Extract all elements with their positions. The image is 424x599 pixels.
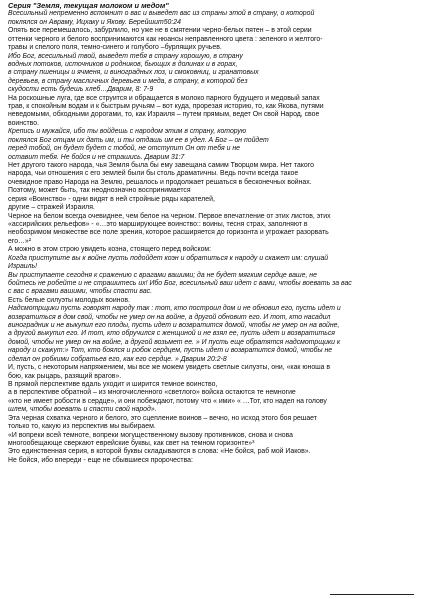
- text-line: Это единственная серия, в которой буквы складываются в слова: «Не бойся, раб мой Иаков».: [8, 448, 311, 456]
- text-line: воинство.: [8, 119, 40, 127]
- text-line: На роскошные луга, где все струится и обращается в молоко парного будущего и медовый запах: [8, 94, 320, 102]
- text-line: сделал он робкими собратьев его, как его сердце. » Дварим 20:2-8: [8, 355, 227, 363]
- text-line: серия «Воинство» - одни видят в ней стройные ряды карателей,: [8, 195, 215, 203]
- text-line: оттенки черного и белого воспринимаются как нюансы неправленного цвета : зеленого и желтого-: [8, 35, 323, 43]
- text-line: «ассирийских рельефов» - «…это марширующее воинство:: воины, тесня страх, заполняют в: [8, 220, 308, 228]
- text-line: травы и спелого поля, темно-синего и голубого –бурлящих ручьев.: [8, 44, 222, 52]
- text-line: в страну пшеницы и ячменя, и виноградных лоз, и смоковниц, и гранатовых: [8, 69, 259, 77]
- text-line: Не бойся, ибо впереди - еще не сбывшиеся пророчества:: [8, 456, 193, 464]
- text-line: Израиль!: [8, 263, 38, 271]
- text-line: Эта черная схватка черного и белого, это сцепление воинов – вечно, но исход этого боя решает: [8, 414, 317, 422]
- text-line: «И вопреки всей темноте, вопреки могущественному вызову противников, снова и снова: [8, 431, 294, 439]
- text-line: Когда приступите вы к войне пусть подойдет коэн и обратиться к народу и скажет им: слушай: [8, 254, 329, 262]
- text-line: А можно в этом строю увидеть коэна, стоящего перед войском:: [8, 246, 212, 254]
- text-line: бою, как рыцарь, разящий врагов».: [8, 372, 122, 380]
- text-line: возвратиться в дом свой, чтобы не умер он на войне, а другой обновит его. И тот, кто насадил: [8, 313, 331, 321]
- text-line: «кто не имеет робости в сердце», и они побеждают, потому что « ими» « …Тот, кто надел на голову: [8, 397, 327, 405]
- document-body: [8, 2, 416, 465]
- text-line: народа, чьи отношения с его землей были бы столь драматичны. Ведь почти всегда такое: [8, 170, 299, 178]
- text-line: только то, какую из перспектив мы выбираем.: [8, 423, 156, 431]
- text-line: а в перспективе обратной – из многочисленного «светлого» войска остаются те немногие: [8, 389, 296, 397]
- text-line: Черное на белом всегда очевиднее, чем белое на черном. Первое впечатление от этих листов, этих: [8, 212, 331, 220]
- series-title: Серия "Земля, текущая молоком и медом": [8, 1, 169, 10]
- text-line: Нет другого такого народа, чья Земля была бы ему завещана самим Творцом мира. Нет такого: [8, 162, 314, 170]
- text-line: В прямой перспективе вдаль уходит и ширится темное воинство,: [8, 380, 218, 388]
- text-line: народу и скажут:» Тот, кто боялся и робок сердцем, пусть идет и возвратится домой, чтобы не: [8, 347, 333, 355]
- text-line: Крепись и мужайся, ибо ты войдешь с народом этим в страну, которую: [8, 128, 247, 136]
- text-line: поклялся он Авраму, Ицхаку и Якову. Берейшит50:24: [8, 18, 181, 26]
- footnote-rule: [330, 594, 414, 595]
- text-line: Ибо Бог, всесильный твой, выведет тебя в страну хорошую, в страну: [8, 52, 243, 60]
- text-line: перед тобой, он будет будет с тобой, не отступит Он от тебя и не: [8, 145, 241, 153]
- text-line: оставит тебя. Не бойся и не страшись. Дварим 31:7: [8, 153, 185, 161]
- text-line: трав, к спокойным водам и к быстрым ручьям – вот куда, прорезая историю, то, как Якова, путями: [8, 103, 324, 111]
- text-line: И, пусть, с некоторым напряжением, мы все же можем увидеть светлые силуэты, они, «как юноша в: [8, 364, 331, 372]
- text-line: Есть белые силуэты молодых воинов.: [8, 296, 130, 304]
- text-line: домой, чтобы не умер он на войне, а другой возьмет ее. » И пусть еще обратятся надсмотрщики к: [8, 338, 341, 346]
- text-line: шлем, чтобы воевать и спасти свой народ».: [8, 406, 157, 414]
- text-line: необозримом множестве все поле зрения, которое расширяется до горизонта и угрожает разорвать: [8, 229, 329, 237]
- text-line: водных потоков, источников и родников, бьющих в долинах и в горах,: [8, 60, 238, 68]
- text-line: а другой выкупил его. И тот, кто обручился с женщиной и не взял ее, пусть идет и возвратиться: [8, 330, 335, 338]
- text-line: Поэтому, может быть, так неоднозначно воспринимается: [8, 187, 191, 195]
- text-line: поклялся Бог отцам их дать им, и ты отдашь им ее в удел. А Бог – он пойдет: [8, 136, 269, 144]
- text-line: Опять все перемешалось, забурлило, но уже не в смятении черно-белых пятен – в этой серии: [8, 27, 312, 35]
- text-line: Вы приступаете сегодня к сражению с врагами вашими; да не будет мягким сердце ваше, не: [8, 271, 317, 279]
- text-line: многообещающе сверкают еврейские буквы, как свет на темном горизонте»³: [8, 439, 255, 447]
- text-line: скудости есть будешь хлеб…Дварим, 8: 7-9: [8, 86, 154, 94]
- text-line: неведомыми, обходными дорогами, то, как Израиля – путем прямым, ведет Он свой Народ, свое: [8, 111, 320, 119]
- text-line: виноградник и не выкупил его плоды, пусть идет и возвратится домой, чтобы не умер он на войне,: [8, 322, 340, 330]
- text-line: Всесильный непременно вспомнит о вас и выведет вас из страны этой в страну, о которой: [8, 10, 315, 18]
- text-line: очевидное право Народа на Землю, решалось и продолжает решаться в бесконечных войнах.: [8, 178, 312, 186]
- text-line: его…»²: [8, 237, 32, 245]
- text-line: другие – стражей Израиля.: [8, 204, 95, 212]
- text-line: с вас с врагами вашими, чтобы спасти вас.: [8, 288, 153, 296]
- text-line: Надсмотрщики пусть говорят народу так : тот, кто построил дом и не обновил его, пусть идет и: [8, 305, 341, 313]
- text-line: деревьев, в страну масличных деревьев и меда, в страну, в которой без: [8, 77, 248, 85]
- text-line: бойтесь не робейте и не страшитесь их! Ибо Бог, всесильный ваш идет с вами, чтобы воевать за вас: [8, 279, 352, 287]
